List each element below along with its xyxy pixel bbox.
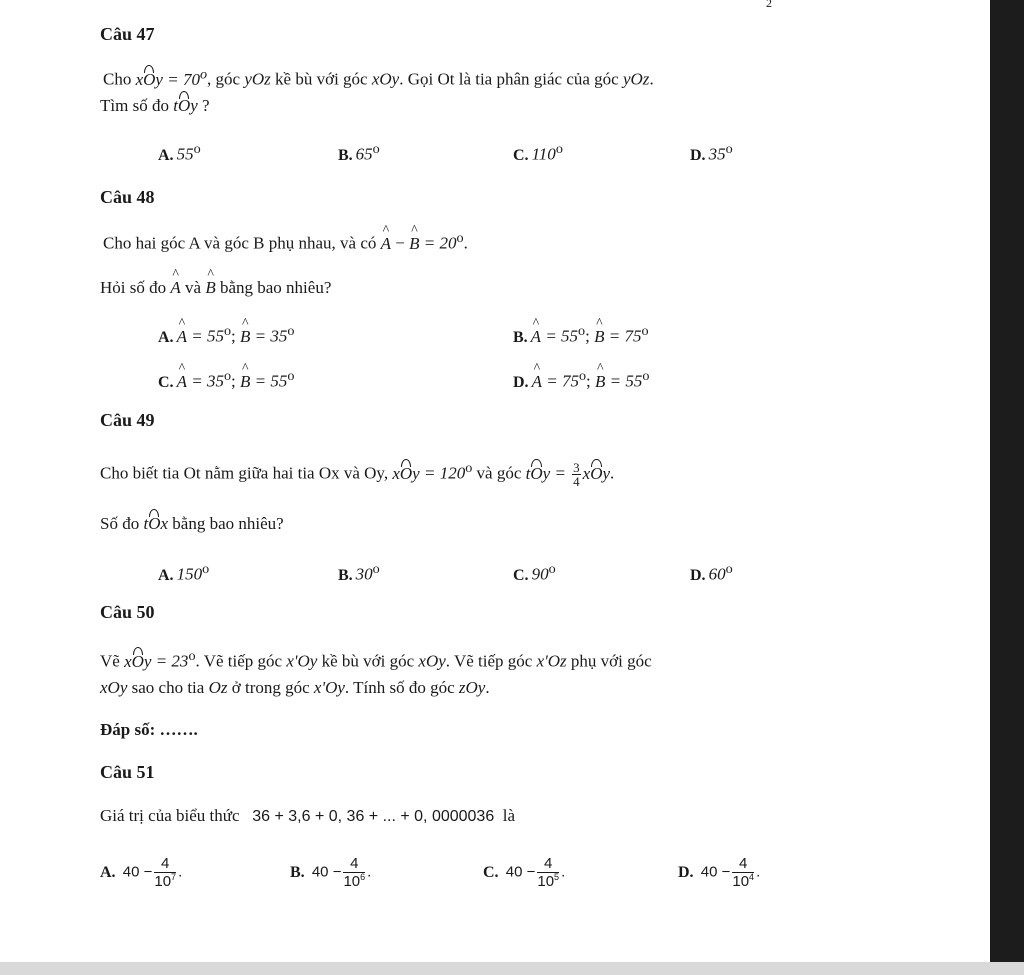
q51-option-b[interactable]: B. 40 − $\frac{4}{10^6}$ . bbox=[290, 855, 372, 890]
q51-option-d[interactable]: D. 40 − $\frac{4}{10^4}$ . bbox=[678, 855, 761, 890]
q50-title: Câu 50 bbox=[100, 602, 155, 622]
q49-line2: Số đo tOx bằng bao nhiêu? bbox=[100, 514, 284, 533]
q50-answer: Đáp số: ……. bbox=[100, 720, 198, 739]
q49-option-c[interactable]: C. 90$^o$ bbox=[513, 561, 556, 584]
q47-angle-xoy: xOy = $70^o$ bbox=[135, 66, 208, 89]
q51-line1: Giá trị của biểu thức 36 + 3,6 + 0, 36 + ... + 0, 0000036 là bbox=[100, 806, 516, 825]
q51-expression: 36 + 3,6 + 0, 36 + ... + 0, 0000036 bbox=[252, 808, 495, 825]
q48-line2: Hỏi số đo ^ A và ^ B bằng bao nhiêu? bbox=[100, 278, 331, 298]
q49-option-d[interactable]: D. 60$^o$ bbox=[690, 561, 733, 584]
q49-option-a[interactable]: A. 150$^o$ bbox=[158, 561, 210, 584]
q50-line2: xOy sao cho tia Oz ở trong góc x'Oy. Tính số đo góc zOy. bbox=[100, 678, 490, 697]
q49-fraction: $\frac{3}{4}$ bbox=[573, 459, 580, 490]
q48-option-d[interactable]: D.^ $A = 75^o$; ^ $B = 55^o$ bbox=[513, 368, 649, 392]
q48-option-b[interactable]: B.^ $A = 55^o$; ^ $B = 75^o$ bbox=[513, 323, 649, 347]
q47-option-d[interactable]: D. 35$^o$ bbox=[690, 141, 733, 164]
q51-option-c[interactable]: C. 40 − $\frac{4}{10^5}$ . bbox=[483, 855, 566, 890]
q47-title: Câu 47 bbox=[100, 24, 155, 44]
q49-line1: Cho biết tia Ot nằm giữa hai tia Ox và Oy, xOy = $120^o$ và góc tOy = $\frac{3}{4}$ xOy. bbox=[100, 459, 615, 490]
corner-mark: 2 bbox=[766, 0, 772, 10]
q51-option-a[interactable]: A. 40 − $\frac{4}{10^7}$ . bbox=[100, 855, 183, 890]
q50-line1: Vẽ xOy = $23^o$. Vẽ tiếp góc x'Oy kề bù với góc xOy. Vẽ tiếp góc x'Oz phụ với góc bbox=[100, 648, 652, 671]
q47-line2: Tìm số đo tOy ? bbox=[100, 96, 210, 115]
right-edge-bar bbox=[990, 0, 1024, 975]
q48-line1: Cho hai góc A và góc B phụ nhau, và có ^ A − ^ $B = 20^o$. bbox=[103, 230, 468, 254]
q48-option-c[interactable]: C.^ $A = 35^o$; ^ $B = 55^o$ bbox=[158, 368, 294, 392]
q47-option-c[interactable]: C. 110$^o$ bbox=[513, 141, 563, 164]
q47-option-a[interactable]: A. 55$^o$ bbox=[158, 141, 201, 164]
q49-option-b[interactable]: B. 30$^o$ bbox=[338, 561, 380, 584]
bottom-edge-bar bbox=[0, 962, 1024, 975]
q51-title: Câu 51 bbox=[100, 762, 155, 782]
q49-title: Câu 49 bbox=[100, 410, 155, 430]
q47-line1: Cho xOy = $70^o$, góc yOz kề bù với góc xOy. Gọi Ot là tia phân giác của góc yOz. bbox=[103, 66, 654, 89]
q48-title: Câu 48 bbox=[100, 187, 155, 207]
q47-angle-toy: tOy bbox=[173, 96, 198, 115]
q48-option-a[interactable]: A.^ $A = 55^o$; ^ $B = 35^o$ bbox=[158, 323, 294, 347]
q47-option-b[interactable]: B. 65$^o$ bbox=[338, 141, 380, 164]
